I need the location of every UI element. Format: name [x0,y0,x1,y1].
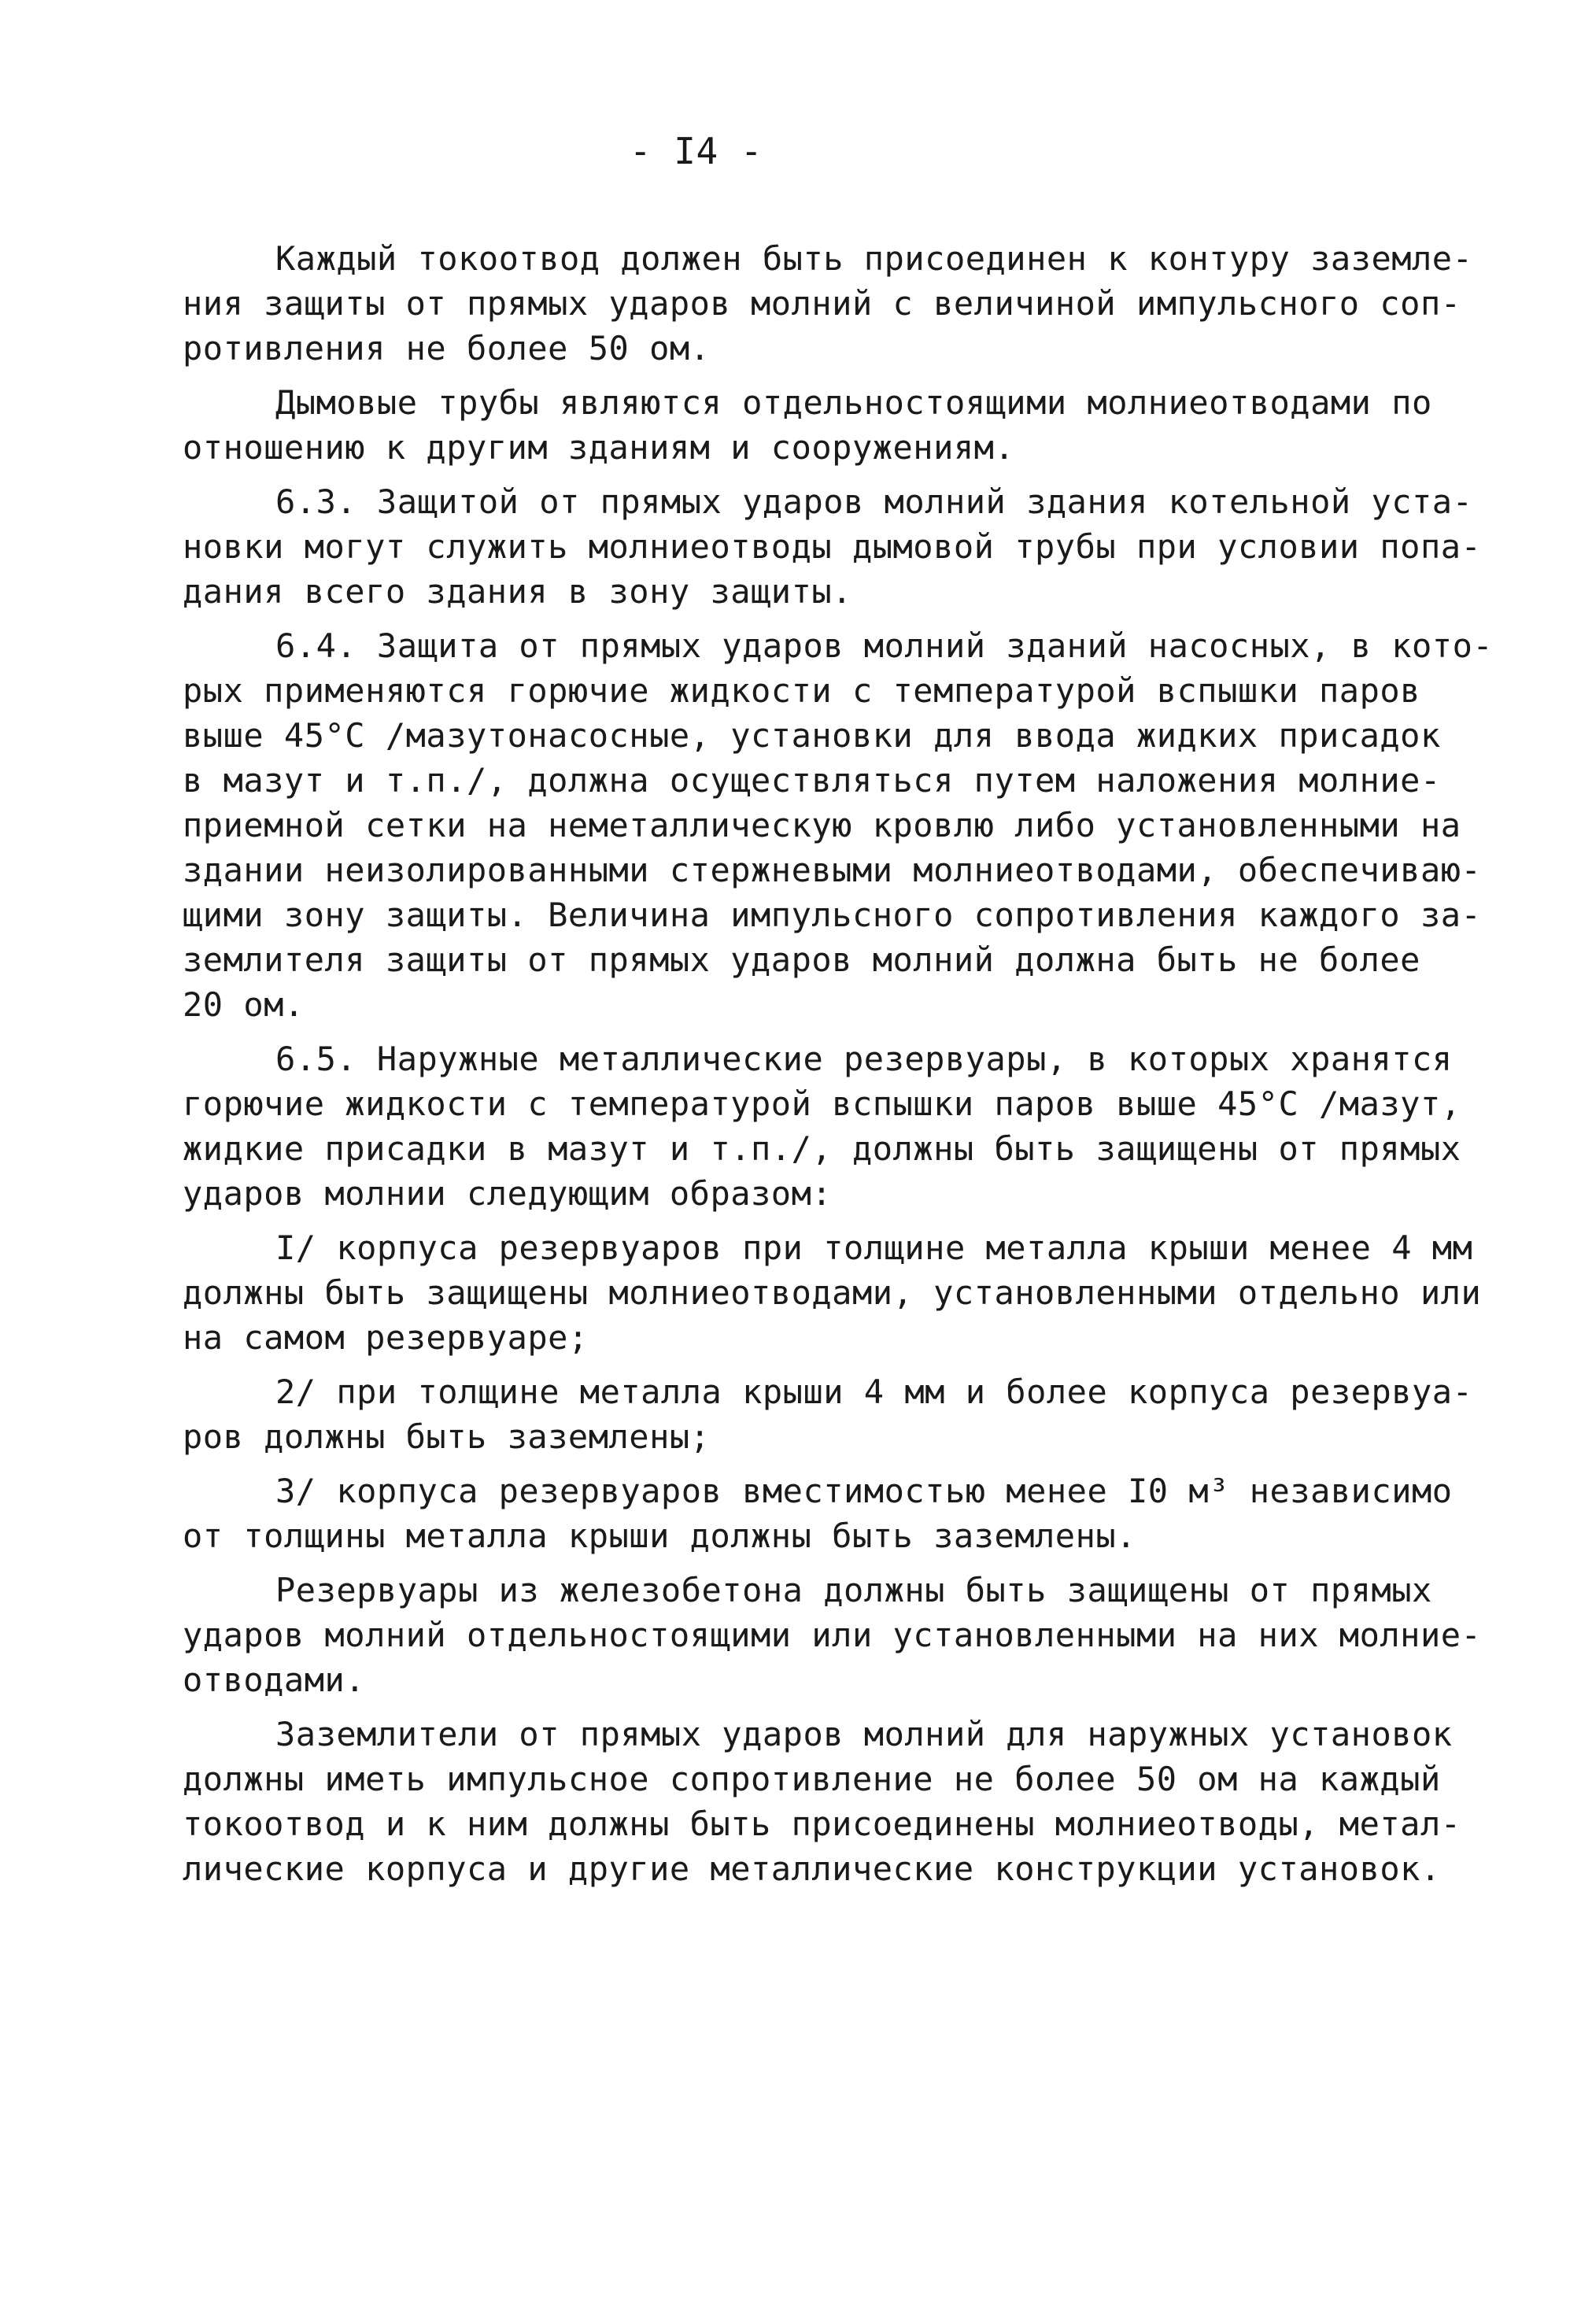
text-line: отношению к другим зданиям и сооружениям. [183,428,1015,467]
text-line: новки могут служить молниеотводы дымовой трубы при условии попа- [183,527,1482,566]
paragraph [183,1369,1473,1459]
text-line: должны иметь импульсное сопротивление не более 50 ом на каждый [183,1760,1441,1798]
text-line: ударов молний отдельностоящими или установленными на них молние- [183,1616,1482,1654]
text-line: рых применяются горючие жидкости с температурой вспышки паров [183,671,1420,710]
paragraph [183,1036,1461,1216]
text-line: в мазут и т.п./, должна осуществляться путем наложения молние- [183,761,1441,800]
paragraph [183,1225,1482,1360]
text-line: горючие жидкости с температурой вспышки паров выше 45°С /мазут, [183,1084,1461,1123]
text-line: жидкие присадки в мазут и т.п./, должны быть защищены от прямых [183,1129,1461,1168]
text-line: ния защиты от прямых ударов молний с величиной импульсного соп- [183,284,1461,323]
text-line: 3/ корпуса резервуаров вместимостью менее I0 м³ независимо [275,1472,1453,1510]
text-line: щими зону защиты. Величина импульсного сопротивления каждого за- [183,896,1482,934]
text-line: приемной сетки на неметаллическую кровлю либо установленными на [183,806,1461,844]
text-line: ротивления не более 50 ом. [183,329,711,368]
text-line: Резервуары из железобетона должны быть защищены от прямых [275,1571,1432,1609]
document-body [183,236,1494,1901]
paragraph [183,1712,1461,1891]
text-line: от толщины металла крыши должны быть заземлены. [183,1517,1136,1555]
text-line: отводами. [183,1661,366,1699]
text-line: токоотвод и к ним должны быть присоединены молниеотводы, метал- [183,1805,1461,1843]
paragraph [183,236,1473,371]
text-line: 20 ом. [183,985,305,1024]
text-line: дания всего здания в зону защиты. [183,572,852,611]
text-line: 6.5. Наружные металлические резервуары, в которых хранятся [275,1040,1453,1078]
text-line: Дымовые трубы являются отдельностоящими молниеотводами по [275,383,1432,422]
text-line: ров должны быть заземлены; [183,1417,711,1456]
text-line: должны быть защищены молниеотводами, установленными отдельно или [183,1273,1482,1312]
paragraph [183,623,1494,1027]
text-line: 6.4. Защита от прямых ударов молний зданий насосных, в кото- [275,626,1494,665]
text-line: лические корпуса и другие металлические конструкции установок. [183,1849,1441,1888]
paragraph [183,1568,1482,1702]
text-line: 2/ при толщине металла крыши 4 мм и более корпуса резервуа- [275,1373,1473,1411]
paragraph [183,1469,1453,1558]
text-line: ударов молнии следующим образом: [183,1174,833,1213]
text-line: I/ корпуса резервуаров при толщине металла крыши менее 4 мм [275,1229,1473,1267]
text-line: Каждый токоотвод должен быть присоединен к контуру заземле- [275,239,1473,278]
text-line: здании неизолированными стержневыми молниеотводами, обеспечиваю- [183,851,1482,889]
text-line: землителя защиты от прямых ударов молний должна быть не более [183,940,1420,979]
page-number: - I4 - [629,130,763,172]
text-line: выше 45°С /мазутонасосные, установки для ввода жидких присадок [183,716,1441,755]
paragraph [183,479,1482,614]
text-line: Заземлители от прямых ударов молний для наружных установок [275,1715,1453,1753]
text-line: на самом резервуаре; [183,1318,589,1357]
paragraph [183,380,1432,470]
text-line: 6.3. Защитой от прямых ударов молний здания котельной уста- [275,482,1473,521]
